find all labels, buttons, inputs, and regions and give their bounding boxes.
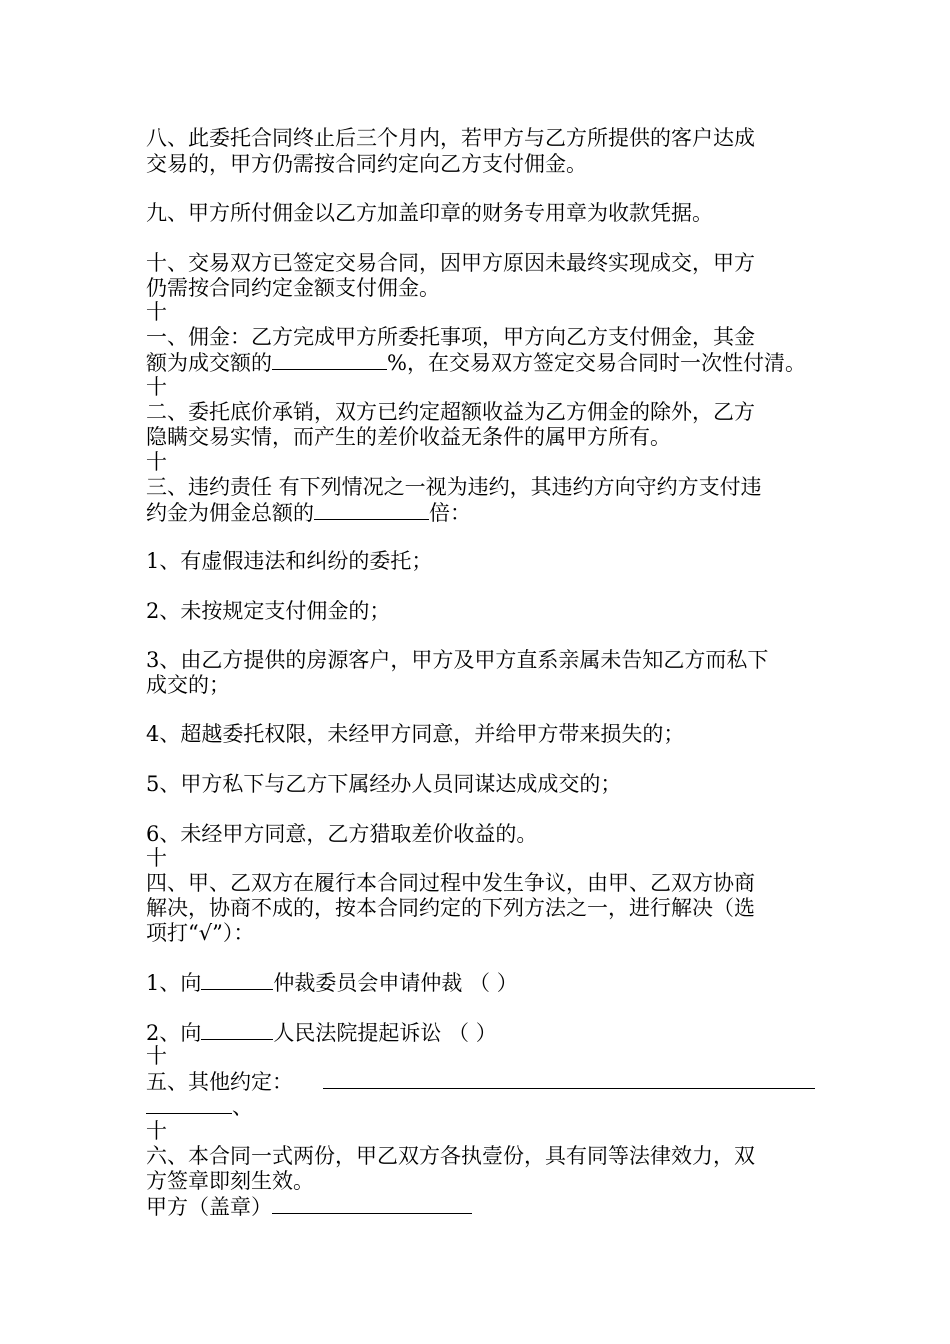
dispute-option-1-text-a: 1、向 — [146, 971, 202, 995]
breach-item-5: 5、甲方私下与乙方下属经办人员同谋达成成交的； — [146, 772, 622, 796]
clause-15-end-mark: 、 — [232, 1095, 253, 1119]
clause-13-text-b: 倍： — [429, 501, 471, 525]
dispute-option-2 — [146, 1020, 497, 1045]
clause-13-line-1: 三、违约责任 有下列情况之一视为违约，其违约方向守约方支付违 — [146, 475, 762, 499]
breach-item-3-line-1: 3、由乙方提供的房源客户，甲方及甲方直系亲属未告知乙方而私下 — [146, 648, 769, 672]
clause-16-line-2: 方签章即刻生效。 — [146, 1169, 314, 1193]
clause-14-line-1: 四、甲、乙双方在履行本合同过程中发生争议，由甲、乙双方协商 — [146, 871, 755, 895]
clause-13-line-2 — [146, 500, 471, 525]
clause-8-line-2: 交易的，甲方仍需按合同约定向乙方支付佣金。 — [146, 152, 587, 176]
clause-15-line-1 — [146, 1069, 815, 1094]
party-a-signature-line — [146, 1194, 472, 1219]
clause-10-line-2: 仍需按合同约定金额支付佣金。 — [146, 276, 440, 300]
dispute-option-1 — [146, 970, 518, 995]
commission-percent-blank — [272, 350, 387, 370]
clause-13-prefix: 十 — [146, 450, 167, 474]
dispute-option-2-text-a: 2、向 — [146, 1021, 202, 1045]
clause-16-prefix: 十 — [146, 1119, 167, 1143]
clause-11-text-b: %，在交易双方签定交易合同时一次性付清。 — [387, 351, 806, 375]
clause-12-line-2: 隐瞒交易实情，而产生的差价收益无条件的属甲方所有。 — [146, 425, 671, 449]
breach-item-4: 4、超越委托权限，未经甲方同意，并给甲方带来损失的； — [146, 722, 685, 746]
court-name-blank — [201, 1020, 273, 1040]
clause-11-prefix: 十 — [146, 300, 167, 324]
clause-14-line-2: 解决，协商不成的，按本合同约定的下列方法之一，进行解决（选 — [146, 896, 755, 920]
clause-9-line-1: 九、甲方所付佣金以乙方加盖印章的财务专用章为收款凭据。 — [146, 201, 713, 225]
clause-15-line-2 — [146, 1094, 253, 1119]
clause-12-line-1: 二、委托底价承销，双方已约定超额收益为乙方佣金的除外，乙方 — [146, 400, 755, 424]
breach-item-2: 2、未按规定支付佣金的； — [146, 599, 391, 623]
breach-item-1: 1、有虚假违法和纠纷的委托； — [146, 549, 433, 573]
penalty-multiple-blank — [314, 500, 429, 520]
clause-11-line-1: 一、佣金：乙方完成甲方所委托事项，甲方向乙方支付佣金，其金 — [146, 325, 755, 349]
clause-10-line-1: 十、交易双方已签定交易合同，因甲方原因未最终实现成交，甲方 — [146, 251, 755, 275]
party-a-signature-blank — [272, 1194, 472, 1214]
clause-12-prefix: 十 — [146, 375, 167, 399]
clause-16-line-1: 六、本合同一式两份，甲乙双方各执壹份，具有同等法律效力，双 — [146, 1144, 755, 1168]
clause-14-line-3: 项打“√”）： — [146, 921, 255, 945]
dispute-option-2-text-b: 人民法院提起诉讼 （ ） — [273, 1021, 497, 1045]
clause-8-line-1: 八、此委托合同终止后三个月内，若甲方与乙方所提供的客户达成 — [146, 126, 755, 150]
clause-15-prefix: 十 — [146, 1044, 167, 1068]
breach-item-3-line-2: 成交的； — [146, 673, 230, 697]
other-agreement-blank — [323, 1069, 815, 1089]
arbitration-committee-blank — [201, 970, 273, 990]
other-agreement-label: 五、其他约定： — [146, 1070, 293, 1094]
clause-11-text-a: 额为成交额的 — [146, 351, 272, 375]
other-agreement-blank-cont — [146, 1094, 232, 1114]
party-a-label: 甲方（盖章） — [146, 1195, 272, 1219]
clause-13-text-a: 约金为佣金总额的 — [146, 501, 314, 525]
clause-11-line-2 — [146, 350, 806, 375]
clause-14-prefix: 十 — [146, 846, 167, 870]
breach-item-6: 6、未经甲方同意，乙方猎取差价收益的。 — [146, 822, 538, 846]
dispute-option-1-text-b: 仲裁委员会申请仲裁 （ ） — [273, 971, 518, 995]
